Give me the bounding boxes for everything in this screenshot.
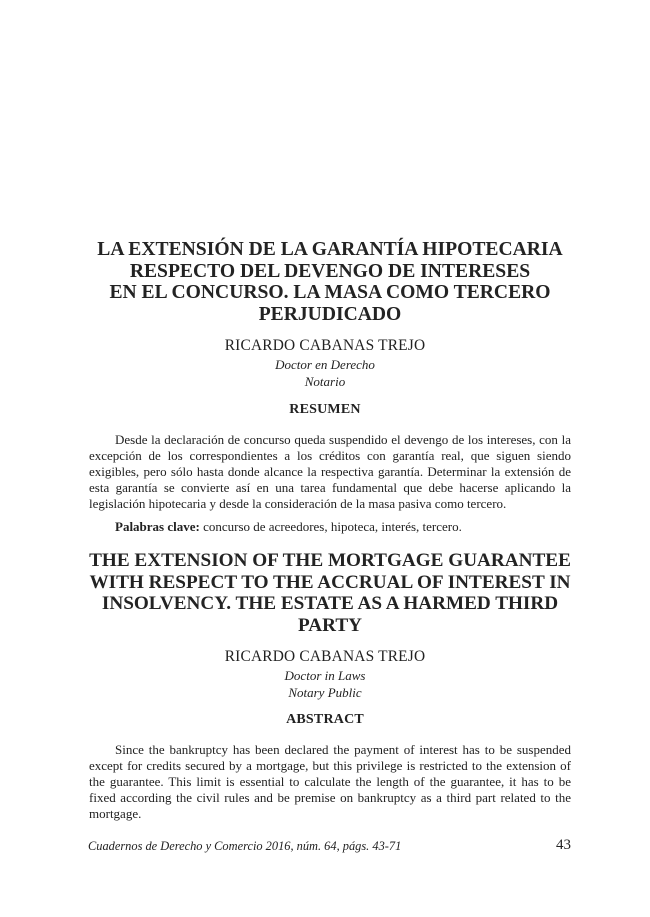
english-affiliation <box>0 667 650 701</box>
spanish-title-line: PERJUDICADO <box>258 303 402 325</box>
english-title-line: WITH RESPECT TO THE ACCRUAL OF INTEREST IN <box>89 571 571 593</box>
english-title <box>85 550 575 636</box>
spanish-title <box>85 239 575 325</box>
spanish-title-line: RESPECTO DEL DEVENGO DE INTERESES <box>129 260 531 282</box>
keywords-label: Palabras clave: <box>115 519 200 534</box>
page-number: 43 <box>556 837 571 853</box>
spanish-title-line: LA EXTENSIÓN DE LA GARANTÍA HIPOTECARIA <box>97 239 563 260</box>
english-title-line: THE EXTENSION OF THE MORTGAGE GUARANTEE <box>89 550 571 571</box>
spanish-affiliation <box>0 356 650 390</box>
spanish-affiliation-line: Notario <box>304 374 346 389</box>
spanish-title-line: EN EL CONCURSO. LA MASA COMO TERCERO <box>109 282 551 303</box>
resumen-heading: RESUMEN <box>289 402 361 417</box>
journal-citation: Cuadernos de Derecho y Comercio 2016, núm. 64, págs. 43-71 <box>88 839 402 853</box>
english-abstract: Since the bankruptcy has been declared the payment of interest has to be suspended except for credits secured by a mortgage, but this privilege is restricted to the extension of the guarantee. This limit is essential to calculate the length of the guarantee, it has to be fixed according the civil rules and be premise on bankruptcy as a third part related to the mortgage. <box>89 742 571 821</box>
keywords-line <box>89 519 571 535</box>
spanish-affiliation-line: Doctor en Derecho <box>275 357 375 372</box>
abstract-heading: ABSTRACT <box>286 712 364 727</box>
english-affiliation-line: Doctor in Laws <box>284 668 366 683</box>
keywords-text: concurso de acreedores, hipoteca, interés, tercero. <box>199 519 462 534</box>
english-title-line: INSOLVENCY. THE ESTATE AS A HARMED THIRD <box>101 593 559 614</box>
english-author: RICARDO CABANAS TREJO <box>224 648 426 665</box>
english-affiliation-line: Notary Public <box>288 685 362 700</box>
spanish-author: RICARDO CABANAS TREJO <box>224 337 426 354</box>
page-footer <box>88 837 573 855</box>
english-title-line: PARTY <box>298 614 362 636</box>
spanish-abstract: Desde la declaración de concurso queda suspendido el devengo de los intereses, con la excepción de los correspondientes a los créditos con garantía real, que siguen siendo exigibles, pero sólo hasta donde alcance la respectiva garantía. Determinar la extensión de esta garantía se convierte así en una tarea fundamental que debe hacerse aplicando la legislación hipotecaria y desde la consideración de la masa pasiva como tercero. <box>89 432 571 511</box>
